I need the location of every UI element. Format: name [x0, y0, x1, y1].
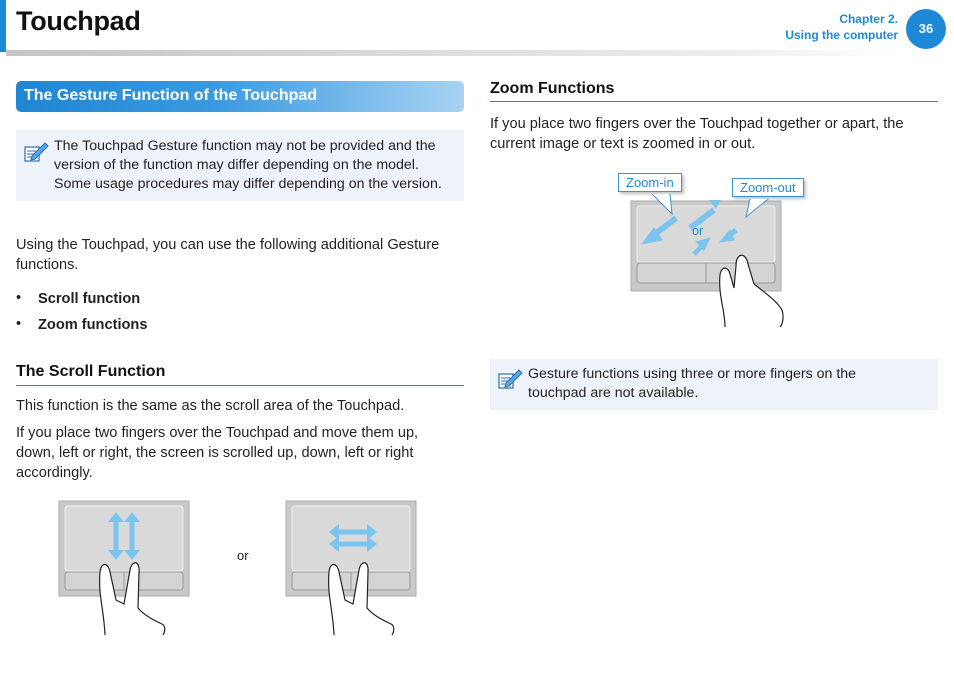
- pencil-note-icon: [23, 139, 49, 165]
- scroll-heading: The Scroll Function: [16, 363, 166, 380]
- header-divider: [6, 50, 906, 56]
- zoom-line: If you place two fingers over the Touchpad together or apart, the: [490, 116, 904, 132]
- scroll-paragraph-2: [16, 423, 418, 483]
- zoom-illustration: [630, 200, 790, 330]
- heading-rule: [490, 101, 938, 102]
- pencil-note-icon: [497, 366, 523, 392]
- note-line: touchpad are not available.: [528, 385, 699, 401]
- bullet-dot: •: [16, 290, 22, 306]
- heading-rule: [16, 385, 464, 386]
- chapter-number: Chapter 2.: [839, 12, 898, 26]
- intro-line: functions.: [16, 257, 79, 273]
- note-line: The Touchpad Gesture function may not be provided and the: [54, 138, 436, 154]
- page-title: Touchpad: [16, 6, 141, 36]
- note-line: version of the function may differ depending on the model.: [54, 157, 419, 173]
- zoom-heading: Zoom Functions: [490, 80, 615, 97]
- bullet-label: Zoom functions: [38, 317, 148, 333]
- scroll-paragraph-1: This function is the same as the scroll area of the Touchpad.: [16, 398, 405, 414]
- intro-line: Using the Touchpad, you can use the following additional Gesture: [16, 237, 440, 253]
- callout-pointer: [648, 194, 678, 216]
- vertical-scroll-illustration: [58, 500, 193, 640]
- zoom-or-label: or: [692, 224, 704, 238]
- scroll-line: If you place two fingers over the Touchpad and move them up,: [16, 425, 419, 441]
- bullet-item: [16, 291, 316, 311]
- note-box: [16, 130, 464, 201]
- chapter-subtitle: Using the computer: [785, 28, 898, 42]
- section-title-banner: [16, 81, 464, 112]
- scroll-line: down, left or right, the screen is scrolled up, down, left or right: [16, 445, 414, 461]
- page-number-badge: 36: [906, 9, 946, 49]
- bullet-dot: •: [16, 316, 22, 332]
- figure-or-label: or: [237, 548, 249, 563]
- note-line: Gesture functions using three or more fingers on the: [528, 366, 857, 382]
- section-title: The Gesture Function of the Touchpad: [24, 87, 318, 104]
- bullet-item: [16, 317, 316, 337]
- intro-paragraph: [16, 235, 439, 275]
- note-line: Some usage procedures may differ depending on the version.: [54, 176, 442, 192]
- zoom-paragraph: [490, 114, 903, 154]
- zoom-in-callout: Zoom-in: [618, 173, 682, 192]
- header-accent-bar: [0, 0, 6, 52]
- note-box: [490, 359, 938, 410]
- horizontal-scroll-illustration: [285, 500, 420, 640]
- bullet-label: Scroll function: [38, 291, 141, 307]
- zoom-line: current image or text is zoomed in or out.: [490, 136, 756, 152]
- callout-pointer: [742, 199, 774, 219]
- zoom-out-callout: Zoom-out: [732, 178, 804, 197]
- chapter-label: [785, 11, 898, 43]
- scroll-line: accordingly.: [16, 465, 93, 481]
